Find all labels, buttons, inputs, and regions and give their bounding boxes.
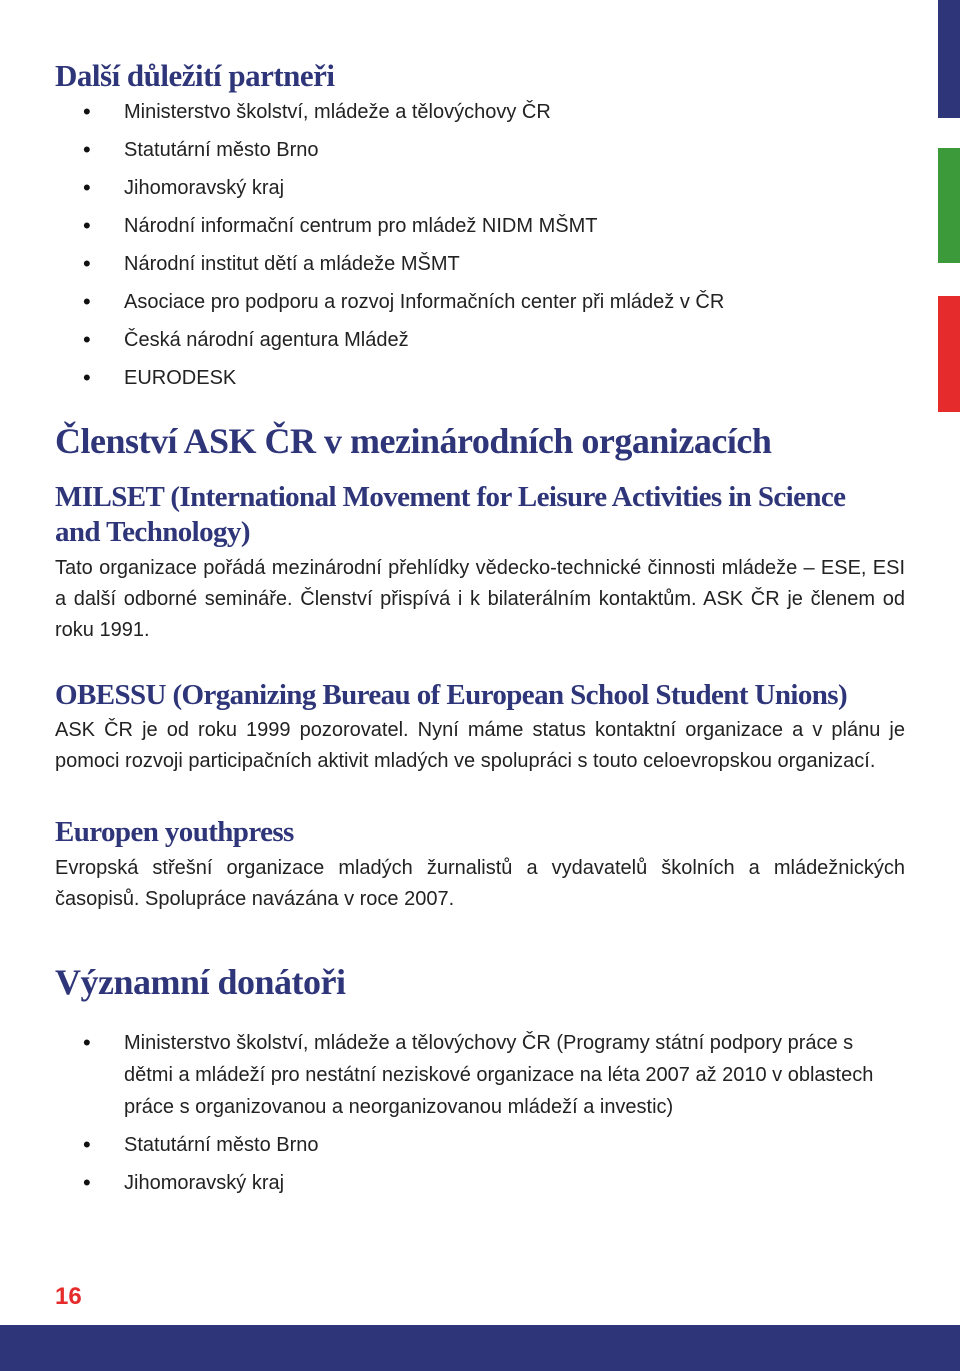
org-text-milset: Tato organizace pořádá mezinárodní přehlídky vědecko-technické činnosti mládeže – ESE, ESI a další odborné semináře. Členství přispívá i k bilaterálním kontaktům. ASK ČR je členem od roku 1991. — [55, 556, 905, 641]
page-number: 16 — [55, 1283, 82, 1310]
decor-stripe-blue — [938, 0, 960, 118]
page-content — [55, 0, 905, 1199]
list-item: • Národní informační centrum pro mládež NIDM MŠMT — [55, 210, 905, 242]
org-text-youthpress: Evropská střešní organizace mladých žurnalistů a vydavatelů školních a mládežnických časopisů. Spolupráce navázána v roce 2007. — [55, 856, 905, 910]
decor-stripe-green — [938, 148, 960, 263]
org-heading-youthpress: Europen youthpress — [55, 816, 294, 849]
list-item: • Asociace pro podporu a rozvoj Informačních center při mládež v ČR — [55, 286, 905, 318]
list-item: • Statutární město Brno — [55, 1129, 905, 1161]
list-item: • Národní institut dětí a mládeže MŠMT — [55, 248, 905, 280]
org-heading-milset: MILSET (International Movement for Leisure Activities in Science and Technology) — [55, 481, 846, 549]
org-text-obessu: ASK ČR je od roku 1999 pozorovatel. Nyní máme status kontaktní organizace a v plánu je pomoci rozvoji participačních aktivit mladých ve spolupráci s touto celoevropskou organizací. — [55, 719, 905, 773]
decor-stripe-red — [938, 296, 960, 412]
org-heading-obessu: OBESSU (Organizing Bureau of European School Student Unions) — [55, 678, 848, 711]
list-item: • Ministerstvo školství, mládeže a tělovýchovy ČR (Programy státní podpory práce s dětmi a mládeží pro nestátní neziskové organizace na léta 2007 až 2010 v oblastech práce s organizovanou a neorganizovanou mládeží a investic) — [55, 1027, 905, 1123]
donors-list — [55, 1027, 905, 1199]
membership-heading: Členství ASK ČR v mezinárodních organizacích — [55, 421, 772, 461]
list-item: • Jihomoravský kraj — [55, 1167, 905, 1199]
footer-bar — [0, 1325, 960, 1371]
partners-heading: Další důležití partneři — [55, 58, 335, 93]
list-item: • Statutární město Brno — [55, 134, 905, 166]
partners-list — [55, 96, 905, 394]
list-item: • EURODESK — [55, 362, 905, 394]
list-item: • Česká národní agentura Mládež — [55, 324, 905, 356]
list-item: • Ministerstvo školství, mládeže a tělovýchovy ČR — [55, 96, 905, 128]
list-item: • Jihomoravský kraj — [55, 172, 905, 204]
donors-heading: Významní donátoři — [55, 961, 346, 1002]
